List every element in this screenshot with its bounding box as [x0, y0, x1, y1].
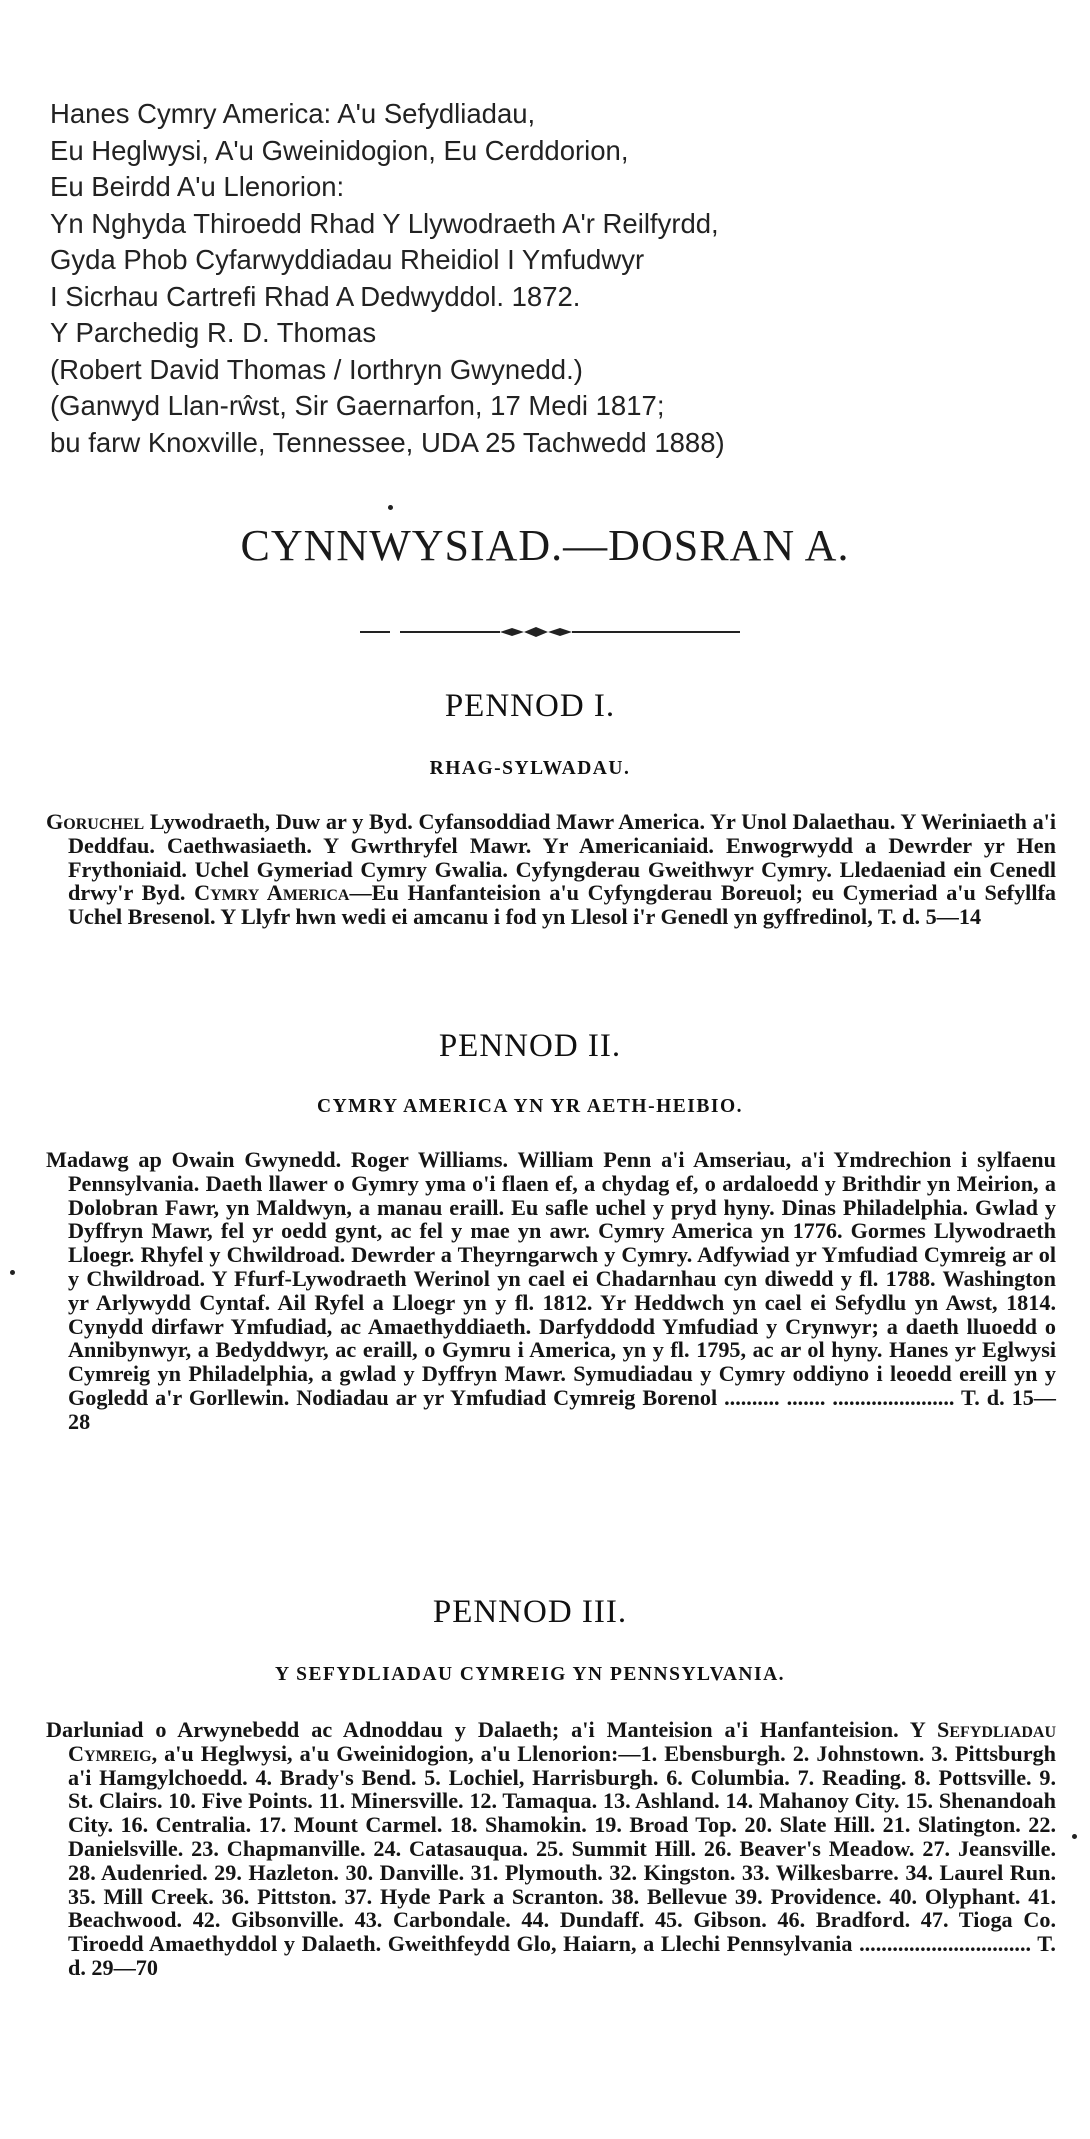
- header-line: Y Parchedig R. D. Thomas: [50, 317, 377, 348]
- summary-text: , a'u Heglwysi, a'u Gweinidogion, a'u Llenorion:—1. Ebensburgh. 2. Johnstown. 3. Pittsburgh a'i Hamgylchoedd. 4. Brady's Bend. 5. Lochiel, Harrisburgh. 6. Columbia. 7. Reading. 8. Pottsville. 9. St. Clairs. 10. Five Points. 11. Minersville. 12. Tamaqua. 13. Ashland. 14. Mahanoy City. 15. Shenandoah City. 16. Centralia. 17. Mount Carmel. 18. Shamokin. 19. Broad Top. 20. Slate Hill. 21. Slatington. 22. Danielsville. 23. Chapmanville. 24. Catasauqua. 25. Summit Hill. 26. Beaver's Meadow. 27. Jeansville. 28. Audenried. 29. Hazleton. 30. Danville. 31. Plymouth. 32. Kingston. 33. Wilkesbarre. 34. Laurel Run. 35. Mill Creek. 36. Pittston. 37. Hyde Park a Scranton. 38. Bellevue 39. Providence. 40. Olyphant. 41. Beachwood. 42. Gibsonville. 43. Carbondale. 44. Dundaff. 45. Gibson. 46. Bradford. 47. Tioga Co. Tiroedd Amaethyddol y Dalaeth. Gweithfeydd Glo, Haiarn, a Llechi Pennsylvania: [68, 1740, 1056, 1957]
- header-line: bu farw Knoxville, Tennessee, UDA 25 Tachwedd 1888): [50, 426, 725, 458]
- summary-smallcaps: Sefydliadau Cymreig: [68, 1717, 1056, 1766]
- catalog-header: [50, 96, 1050, 461]
- chapter-summary: Madawg ap Owain Gwynedd. Roger Williams. William Penn a'i Amseriau, a'i Ymdrechion i sylfaenu Pennsylvania. Daeth llawer o Gymry yma o'i flaen ef, a chydag ef, o ardaloedd y Brithdir yn Meirion, a Dolobran Fawr, yn Maldwyn, a manau eraill. Eu safle uchel y pryd hyny. Dinas Philadelphia. Gwlad y Dyffryn Mawr, fel yr oedd gynt, ac fel y mae yn awr. Cymry America yn 1776. Gormes Llywodraeth Lloegr. Rhyfel y Chwildroad. Dewrder a Theyrngarwch y Cymry. Adfywiad yr Ymfudiad Cymreig ar ol y Chwildroad. Y Ffurf-Lywodraeth Werinol yn cael ei Chadarnhau cyn diwedd y fl. 1788. Washington yr Arlywydd Cyntaf. Ail Ryfel a Lloegr yn y fl. 1812. Yr Heddwch yn cael ei Sefydlu yn Awst, 1814. Cynydd dirfawr Ymfudiad, ac Amaethyddiaeth. Darfyddodd Ymfudiad y Crynwyr; a daeth lluoedd o Annibynwyr, a Bedyddwyr, ac eraill, o Gymru i America, yn y fl. 1795, ac ar ol hyny. Hanes yr Eglwysi Cymreig yn Philadelphia, a gwlad y Dyffryn Mawr. Symudiadau y Cymry oddiyno i leoedd ereill yn y Gogledd a'r Gorllewin. Nodiadau ar yr Ymfudiad Cymreig Borenol .......... ....... ...................... T. d. 15—28: [46, 1147, 1056, 1434]
- header-line: Eu Beirdd A'u Llenorion:: [50, 171, 345, 202]
- ink-dot: [1072, 1834, 1077, 1839]
- lead-word: Goruchel: [46, 809, 145, 834]
- header-line: Eu Heglwysi, A'u Gweinidogion, Eu Cerddorion,: [50, 134, 629, 166]
- page-title: CYNNWYSIAD.—DOSRAN A.: [240, 521, 850, 570]
- summary-smallcaps: Cymry America: [194, 880, 350, 906]
- chapter-heading: PENNOD II.: [438, 1028, 622, 1064]
- summary-text: Lywodraeth, Duw ar y Byd. Cyfansoddiad Mawr America. Yr Unol Dalaethau. Y Weriniaeth a'i Deddfau. Caethwasiaeth. Y Gwrthryfel Mawr. Yr Americaniaid. Enwogrwydd a Dewrder yr Hen Frythoniaid. Uchel Gymeriad Cymry Gwalia. Cyfyngderau Gweithwyr Cymry. Lledaeniad ein Cenedl drwy'r Byd.: [68, 809, 1056, 906]
- summary-text: —Eu Hanfanteision a'u Cyfyngderau Boreuol; eu Cymeriad a'u Sefyllfa Uchel Bresenol. Y Llyfr hwn wedi ei amcanu i fod yn Llesol i'r Genedl yn gyffredinol,: [68, 880, 1056, 930]
- chapter-summary: [46, 810, 1056, 929]
- chapter-heading: PENNOD III.: [432, 1594, 628, 1630]
- summary-text: Darluniad o Arwynebedd ac Adnoddau y Dalaeth; a'i Manteision a'i Hanfanteision. Y: [46, 1717, 937, 1742]
- chapter-subheading: CYMRY AMERICA YN YR AETH-HEIBIO.: [317, 1096, 743, 1117]
- ornament-divider-icon: [360, 622, 740, 642]
- chapter-heading: PENNOD I.: [444, 688, 616, 724]
- header-line: Gyda Phob Cyfarwyddiadau Rheidiol I Ymfudwyr: [50, 244, 645, 275]
- header-line: Yn Nghyda Thiroedd Rhad Y Llywodraeth A'r Reilfyrdd,: [50, 207, 719, 239]
- ink-dot: [388, 505, 393, 510]
- chapter-subheading: Y SEFYDLIADAU CYMREIG YN PENNSYLVANIA.: [274, 1664, 786, 1685]
- page-reference: T. d. 15—28: [68, 1384, 1056, 1434]
- header-line: Hanes Cymry America: A'u Sefydliadau,: [50, 98, 536, 129]
- header-line: (Robert David Thomas / Iorthryn Gwynedd.): [50, 353, 583, 385]
- chapter-subheading: RHAG-SYLWADAU.: [429, 758, 631, 779]
- page-reference: T. d. 5—14: [877, 904, 982, 930]
- chapter-summary: Darluniad o Arwynebedd ac Adnoddau y Dalaeth; a'i Manteision a'i Hanfanteision. Y Sefydliadau Cymreig, a'u Heglwysi, a'u Gweinidogion, a'u Llenorion:—1. Ebensburgh. 2. Johnstown. 3. Pittsburgh a'i Hamgylchoedd. 4. Brady's Bend. 5. Lochiel, Harrisburgh. 6. Columbia. 7. Reading. 8. Pottsville. 9. St. Clairs. 10. Five Points. 11. Minersville. 12. Tamaqua. 13. Ashland. 14. Mahanoy City. 15. Shenandoah City. 16. Centralia. 17. Mount Carmel. 18. Shamokin. 19. Broad Top. 20. Slate Hill. 21. Slatington. 22. Danielsville. 23. Chapmanville. 24. Catasauqua. 25. Summit Hill. 26. Beaver's Meadow. 27. Jeansville. 28. Audenried. 29. Hazleton. 30. Danville. 31. Plymouth. 32. Kingston. 33. Wilkesbarre. 34. Laurel Run. 35. Mill Creek. 36. Pittston. 37. Hyde Park a Scranton. 38. Bellevue 39. Providence. 40. Olyphant. 41. Beachwood. 42. Gibsonville. 43. Carbondale. 44. Dundaff. 45. Gibson. 46. Bradford. 47. Tioga Co. Tiroedd Amaethyddol y Dalaeth. Gweithfeydd Glo, Haiarn, a Llechi Pennsylvania ............................... T. d. 29—70: [46, 1717, 1056, 1980]
- header-line: I Sicrhau Cartrefi Rhad A Dedwyddol. 1872.: [50, 280, 581, 312]
- ink-dot: [10, 1270, 15, 1275]
- summary-text: Madawg ap Owain Gwynedd. Roger Williams. William Penn a'i Amseriau, a'i Ymdrechion i sylfaenu Pennsylvania. Daeth llawer o Gymry yma o'i flaen ef, a chydag ef, o ardaloedd y Brithdir yn Meirion, a Dolobran Fawr, yn Maldwyn, a manau eraill. Eu safle uchel y pryd hyny. Dinas Philadelphia. Gwlad y Dyffryn Mawr, fel yr oedd gynt, ac fel y mae yn awr. Cymry America yn 1776. Gormes Llywodraeth Lloegr. Rhyfel y Chwildroad. Dewrder a Theyrngarwch y Cymry. Adfywiad yr Ymfudiad Cymreig ar ol y Chwildroad. Y Ffurf-Lywodraeth Werinol yn cael ei Chadarnhau cyn diwedd y fl. 1788. Washington yr Arlywydd Cyntaf. Ail Ryfel a Lloegr yn y fl. 1812. Yr Heddwch yn cael ei Sefydlu yn Awst, 1814. Cynydd dirfawr Ymfudiad, ac Amaethyddiaeth. Darfyddodd Ymfudiad y Crynwyr; a daeth lluoedd o Annibynwyr, a Bedyddwyr, ac eraill, o Gymru i America, yn y fl. 1795, ac ar ol hyny. Hanes yr Eglwysi Cymreig yn Philadelphia, a gwlad y Dyffryn Mawr. Symudiadau y Cymry oddiyno i leoedd ereill yn y Gogledd a'r Gorllewin. Nodiadau ar yr Ymfudiad Cymreig Borenol: [46, 1147, 1056, 1410]
- header-line: (Ganwyd Llan-rŵst, Sir Gaernarfon, 17 Medi 1817;: [50, 390, 665, 421]
- page-reference: T. d. 29—70: [68, 1931, 1056, 1980]
